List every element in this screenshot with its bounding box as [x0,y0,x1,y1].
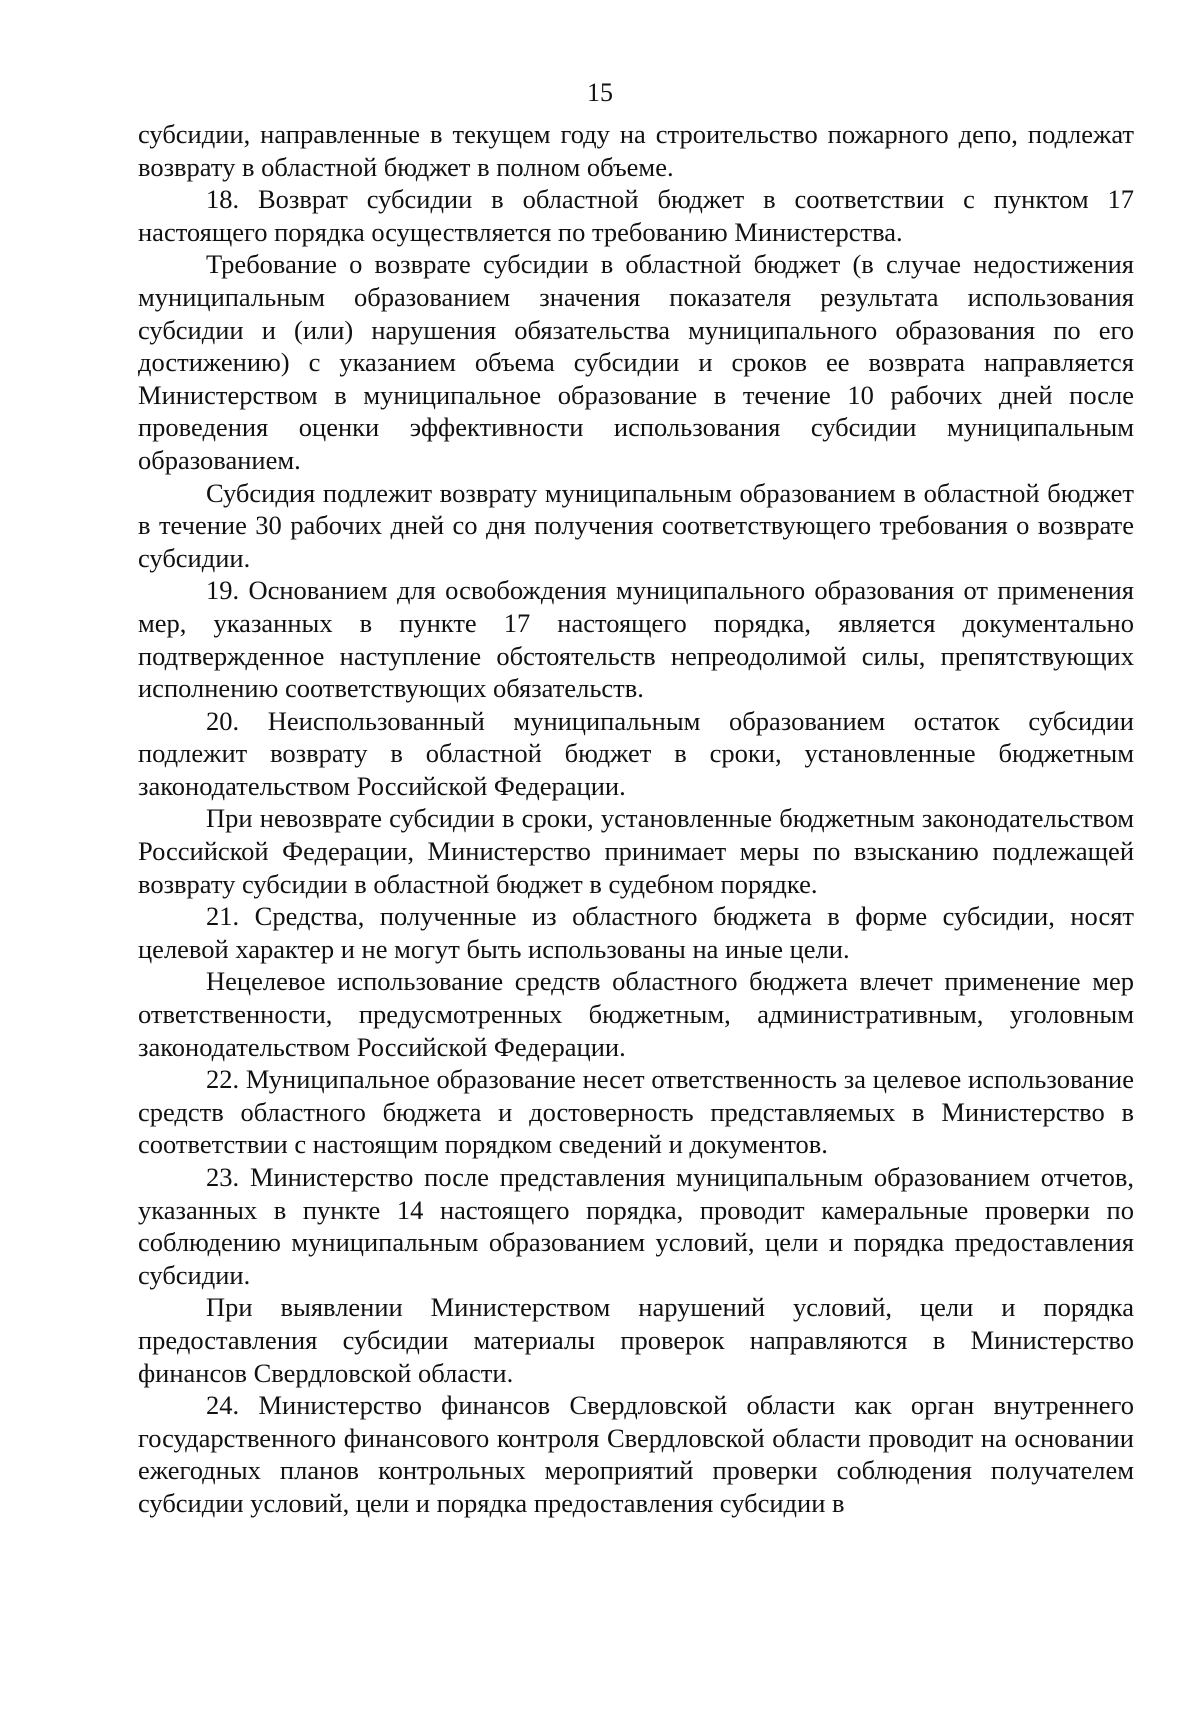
paragraph-item-21: 21. Средства, полученные из областного бюджета в форме субсидии, носят целевой характер и не могут быть использованы на иные цели. [138,901,1134,964]
paragraph-item-20: 20. Неиспользованный муниципальным образованием остаток субсидии подлежит возврату в областной бюджет в сроки, установленные бюджетным законодательством Российской Федерации. [138,705,1134,801]
paragraph-misuse: Нецелевое использование средств областного бюджета влечет применение мер ответственности, предусмотренных бюджетным, административным, уголовным законодательством Российской Федерации. [138,966,1134,1062]
paragraph-item-23: 23. Министерство после представления муниципальным образованием отчетов, указанных в пункте 14 настоящего порядка, проводит камеральные проверки по соблюдению муниципальным образованием условий, цели и порядка предоставления субсидии. [138,1162,1134,1290]
paragraph-non-return: При невозврате субсидии в сроки, установленные бюджетным законодательством Российской Федерации, Министерство принимает меры по взысканию подлежащей возврату субсидии в областной бюджет в судебном порядке. [138,803,1134,899]
paragraph-refund-deadline: Субсидия подлежит возврату муниципальным образованием в областной бюджет в течение 30 рабочих дней со дня получения соответствующего требования о возврате субсидии. [138,477,1134,573]
paragraph-refund-requirement: Требование о возврате субсидии в областной бюджет (в случае недостижения муниципальным образованием значения показателя результата использования субсидии и (или) нарушения обязательства муниципального образования по его достижению) с указанием объема субсидии и сроков ее возврата направляется Министерством в муниципальное образование в течение 10 рабочих дней после проведения оценки эффективности использования субсидии муниципальным образованием. [138,249,1134,475]
paragraph-item-24: 24. Министерство финансов Свердловской области как орган внутреннего государственного финансового контроля Свердловской области проводит на основании ежегодных планов контрольных мероприятий проверки соблюдения получателем субсидии условий, цели и порядка предоставления субсидии в [138,1390,1134,1518]
paragraph-item-19: 19. Основанием для освобождения муниципального образования от применения мер, указанных в пункте 17 настоящего порядка, является документально подтвержденное наступление обстоятельств непреодолимой силы, препятствующих исполнению соответствующих обязательств. [138,575,1134,704]
document-body [138,118,1134,1520]
page-number: 15 [587,78,613,107]
paragraph-violations: При выявлении Министерством нарушений условий, цели и порядка предоставления субсидии материалы проверок направляются в Министерство финансов Свердловской области. [138,1292,1134,1388]
paragraph-item-18: 18. Возврат субсидии в областной бюджет в соответствии с пунктом 17 настоящего порядка осуществляется по требованию Министерства. [138,184,1134,247]
paragraph-item-22: 22. Муниципальное образование несет ответственность за целевое использование средств областного бюджета и достоверность представляемых в Министерство в соответствии с настоящим порядком сведений и документов. [138,1064,1134,1160]
paragraph-continuation: субсидии, направленные в текущем году на строительство пожарного депо, подлежат возврату в областной бюджет в полном объеме. [138,119,1134,182]
